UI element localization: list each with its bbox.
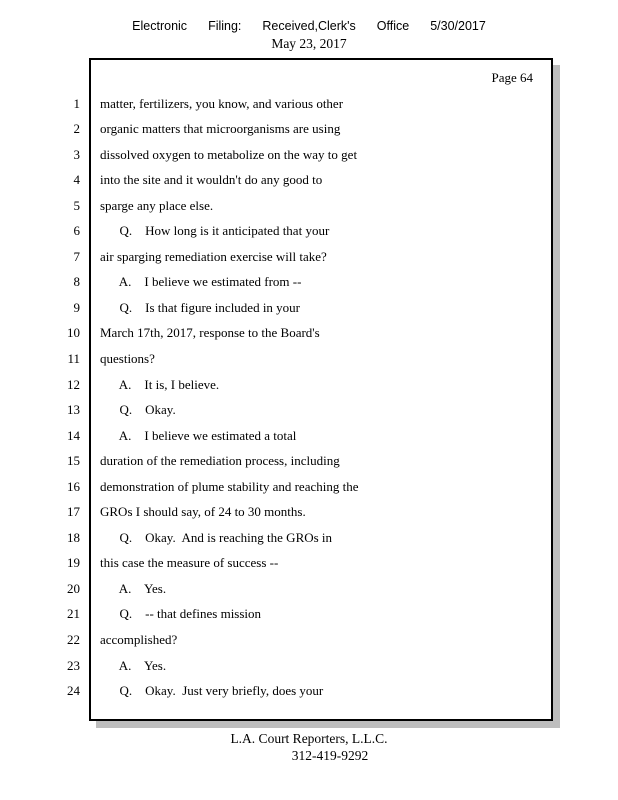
transcript-line [67, 627, 533, 653]
line-text: Q. Okay. [100, 402, 176, 418]
filing-stamp-word: Office [376, 19, 410, 33]
line-number: 11 [67, 351, 80, 367]
transcript-line [73, 295, 533, 321]
line-number: 2 [73, 121, 80, 137]
line-text: air sparging remediation exercise will take? [100, 248, 327, 264]
line-number: 1 [73, 95, 80, 111]
line-number: 7 [73, 248, 80, 264]
line-number: 4 [73, 172, 80, 188]
filing-stamp-word: Received,Clerk's [262, 19, 356, 33]
transcript-line [67, 499, 533, 525]
line-number: 23 [67, 657, 80, 673]
line-text: matter, fertilizers, you know, and various other [100, 95, 344, 111]
transcript-line [73, 193, 533, 219]
line-text: A. I believe we estimated a total [100, 427, 297, 443]
electronic-filing-stamp [132, 19, 486, 33]
line-number: 6 [73, 223, 80, 239]
line-number: 13 [67, 402, 80, 418]
transcript-line [73, 218, 533, 244]
transcript-line [67, 550, 533, 576]
line-text: March 17th, 2017, response to the Board's [100, 325, 320, 341]
line-text: duration of the remediation process, including [100, 453, 340, 469]
line-text: demonstration of plume stability and reaching the [100, 478, 359, 494]
transcript-line [67, 474, 533, 500]
line-text: GROs I should say, of 24 to 30 months. [100, 504, 306, 520]
line-text: Q. Okay. And is reaching the GROs in [100, 529, 333, 545]
transcript-box [67, 58, 553, 721]
transcript-line [67, 525, 533, 551]
document-header [0, 17, 618, 52]
line-text: Q. -- that defines mission [100, 606, 262, 622]
line-text: Q. Is that figure included in your [100, 299, 301, 315]
transcript-line [67, 372, 533, 398]
transcript-line [67, 423, 533, 449]
page-number-label: Page 64 [491, 70, 533, 85]
transcript-line [67, 601, 533, 627]
line-number: 15 [67, 453, 80, 469]
line-text: this case the measure of success -- [100, 555, 279, 571]
line-text: sparge any place else. [100, 197, 214, 213]
transcript-line [73, 91, 533, 117]
line-text: accomplished? [100, 632, 178, 648]
line-number: 22 [67, 632, 80, 648]
transcript-line [73, 269, 533, 295]
transcript-line [73, 142, 533, 168]
line-number: 9 [73, 299, 80, 315]
reporter-company: L.A. Court Reporters, L.L.C. [230, 731, 388, 746]
line-text: questions? [100, 351, 155, 367]
transcript-line [67, 397, 533, 423]
line-text: A. Yes. [100, 657, 167, 673]
line-text: organic matters that microorganisms are using [100, 121, 341, 137]
line-number: 5 [73, 197, 80, 213]
line-text: A. Yes. [100, 580, 167, 596]
line-number: 8 [73, 274, 80, 290]
transcript-line [67, 653, 533, 679]
reporter-phone: 312-419-9292 [291, 747, 369, 763]
transcript-line [67, 346, 533, 372]
line-number: 14 [67, 427, 80, 443]
line-text: Q. How long is it anticipated that your [100, 223, 330, 239]
line-number: 19 [67, 555, 80, 571]
line-number: 21 [67, 606, 80, 622]
line-number: 24 [67, 683, 80, 699]
line-number: 18 [67, 529, 80, 545]
transcript-line [73, 116, 533, 142]
transcript-line [67, 448, 533, 474]
line-text: A. I believe we estimated from -- [100, 274, 302, 290]
line-number: 12 [67, 376, 80, 392]
filing-stamp-word: Electronic [132, 19, 188, 33]
transcript-line [67, 576, 533, 602]
transcript-line [73, 244, 533, 270]
reporter-footer [0, 731, 618, 764]
line-text: A. It is, I believe. [100, 376, 220, 392]
line-number: 17 [67, 504, 80, 520]
line-number: 3 [73, 146, 80, 162]
deposition-date: May 23, 2017 [271, 36, 347, 51]
line-text: dissolved oxygen to metabolize on the way to get [100, 146, 358, 162]
line-number: 10 [67, 325, 80, 341]
line-text: into the site and it wouldn't do any good to [100, 172, 323, 188]
line-text: Q. Okay. Just very briefly, does your [100, 683, 324, 699]
transcript-line [67, 320, 533, 346]
transcript-line [67, 678, 533, 704]
line-number: 20 [67, 580, 80, 596]
line-number: 16 [67, 478, 80, 494]
transcript-line [73, 167, 533, 193]
transcript-lines [67, 91, 533, 704]
filing-stamp-date: 5/30/2017 [430, 19, 486, 33]
filing-stamp-word: Filing: [208, 19, 242, 33]
